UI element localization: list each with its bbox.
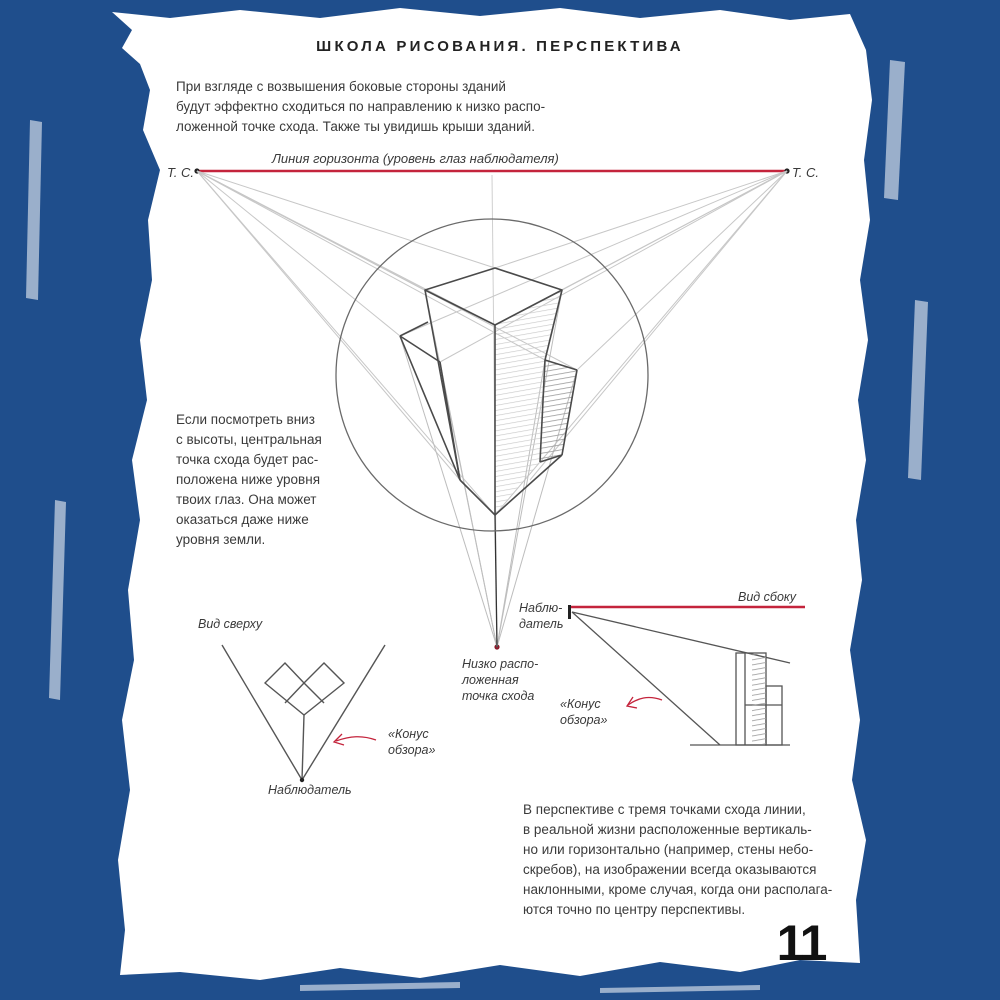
intro-paragraph: [176, 77, 556, 137]
low-vp-label: [462, 656, 538, 704]
construction-lines-low: [400, 290, 577, 647]
cone-line: обзора»: [560, 713, 608, 727]
side-view-title: Вид сбоку: [738, 590, 797, 604]
cone-line: обзора»: [388, 743, 436, 757]
side-view-observer-label: [519, 600, 563, 632]
side-note-line: точка схода будет рас-: [176, 452, 319, 467]
top-view-title: Вид сверху: [198, 617, 263, 631]
footer-note-line: скребов), на изображении всегда оказываются: [523, 862, 817, 877]
top-view-diagram: [222, 645, 385, 780]
page-number: 11: [776, 915, 826, 971]
footer-note-line: в реальной жизни расположенные вертикаль-: [523, 822, 812, 837]
cone-of-vision-circle: [336, 219, 648, 531]
vp-right-label: Т. С.: [792, 165, 820, 180]
horizon-label: Линия горизонта (уровень глаз наблюдателя): [272, 151, 559, 166]
intro-line: При взгляде с возвышения боковые стороны зданий: [176, 79, 506, 94]
footer-note-line: наклонными, кроме случая, когда они располага-: [523, 882, 833, 897]
building-drawing: [400, 268, 577, 515]
cone-line: «Конус: [388, 727, 429, 741]
side-note-line: твоих глаз. Она может: [176, 492, 317, 507]
side-view-cone-label: [560, 696, 607, 728]
footer-note-line: но или горизонтально (например, стены небо-: [523, 842, 814, 857]
top-view-observer-label: Наблюдатель: [268, 783, 352, 797]
side-note-line: оказаться даже ниже: [176, 512, 309, 527]
footer-note-line: ются точно по центру перспективы.: [523, 902, 746, 917]
low-vp-line: Низко распо-: [462, 657, 539, 671]
side-note: [176, 410, 336, 550]
side-note-line: уровня земли.: [176, 532, 266, 547]
top-view-cone-label: [388, 726, 435, 758]
footer-note: [523, 800, 843, 920]
side-note-line: Если посмотреть вниз: [176, 412, 315, 427]
observer-line: Наблю-: [519, 601, 563, 615]
page-header: ШКОЛА РИСОВАНИЯ. ПЕРСПЕКТИВА: [316, 38, 684, 55]
observer-line: датель: [519, 617, 564, 631]
side-note-line: положена ниже уровня: [176, 472, 320, 487]
low-vp-line: ложенная: [462, 673, 519, 687]
cone-line: «Конус: [560, 697, 601, 711]
intro-line: ложенной точке схода. Также ты увидишь крыши зданий.: [176, 119, 535, 134]
vp-left-label: Т. С.: [167, 165, 195, 180]
footer-note-line: В перспективе с тремя точками схода линии,: [523, 802, 806, 817]
low-vp-line: точка схода: [462, 689, 535, 703]
side-note-line: с высоты, центральная: [176, 432, 322, 447]
intro-line: будут эффектно сходиться по направлению к низко распо-: [176, 99, 546, 114]
